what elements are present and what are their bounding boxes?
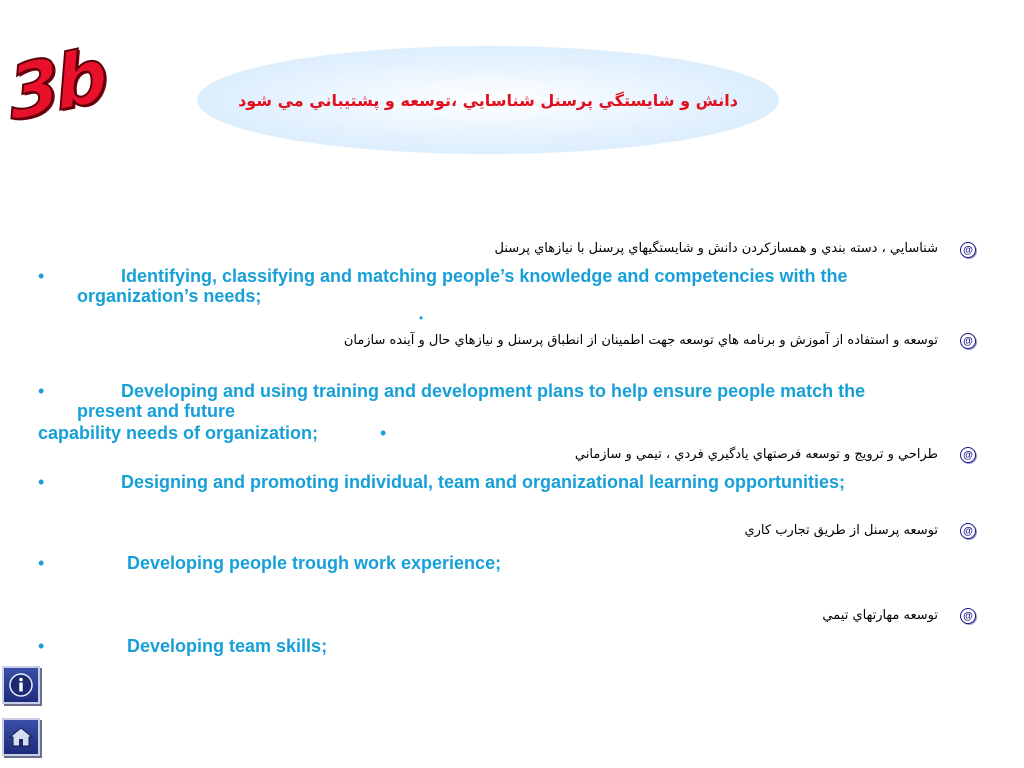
at-bullet-icon: @ [960,242,976,258]
english-item-2-line-3: capability needs of organization; [38,423,319,443]
bullet-icon: • [38,472,45,492]
bullet-icon: • [38,636,45,656]
at-bullet-icon: @ [960,447,976,463]
home-icon [8,725,34,749]
bullet-icon: • [38,266,45,286]
persian-item-2: توسعه و استفاده از آموزش و برنامه هاي توسعه جهت اطمينان از انطباق پرسنل و نيازهاي حال و آينده سازمان [343,333,938,348]
bullet-icon: • [419,311,424,325]
persian-item-4: توسعه پرسنل از طريق تجارب كاري [744,523,938,538]
info-button[interactable] [2,666,40,704]
english-item-4-line-1: Developing people trough work experience; [127,553,502,573]
english-item-1-line-1: Identifying, classifying and matching people’s knowledge and competencies with the [121,266,848,286]
at-bullet-icon: @ [960,523,976,539]
slide-label: 3b [4,31,108,139]
persian-item-3: طراحي و ترويج و توسعه فرصتهاي يادگيري فردي ، تيمي و سازماني [574,447,938,462]
english-item-2-line-1: Developing and using training and development plans to help ensure people match the [121,381,866,401]
at-bullet-icon: @ [960,333,976,349]
bullet-icon: • [380,423,387,443]
english-item-1-line-2: organization’s needs; [77,286,262,306]
info-icon [8,672,34,698]
persian-item-1: شناسايي ، دسته بندي و همسازكردن دانش و شايستگيهاي پرسنل با نيازهاي پرسنل [494,241,938,256]
persian-item-5: توسعه مهارتهاي تيمي [822,608,938,623]
at-bullet-icon: @ [960,608,976,624]
english-item-5-line-1: Developing team skills; [127,636,328,656]
slide-title: دانش و شايستگي پرسنل شناسايي ،توسعه و پشتيباني مي شود [238,90,738,110]
bullet-icon: • [38,381,45,401]
english-item-3-line-1: Designing and promoting individual, team and organizational learning opportunities; [121,472,846,492]
title-banner [197,46,779,154]
home-button[interactable] [2,718,40,756]
bullet-icon: • [38,553,45,573]
english-item-2-line-2: present and future [77,401,236,421]
